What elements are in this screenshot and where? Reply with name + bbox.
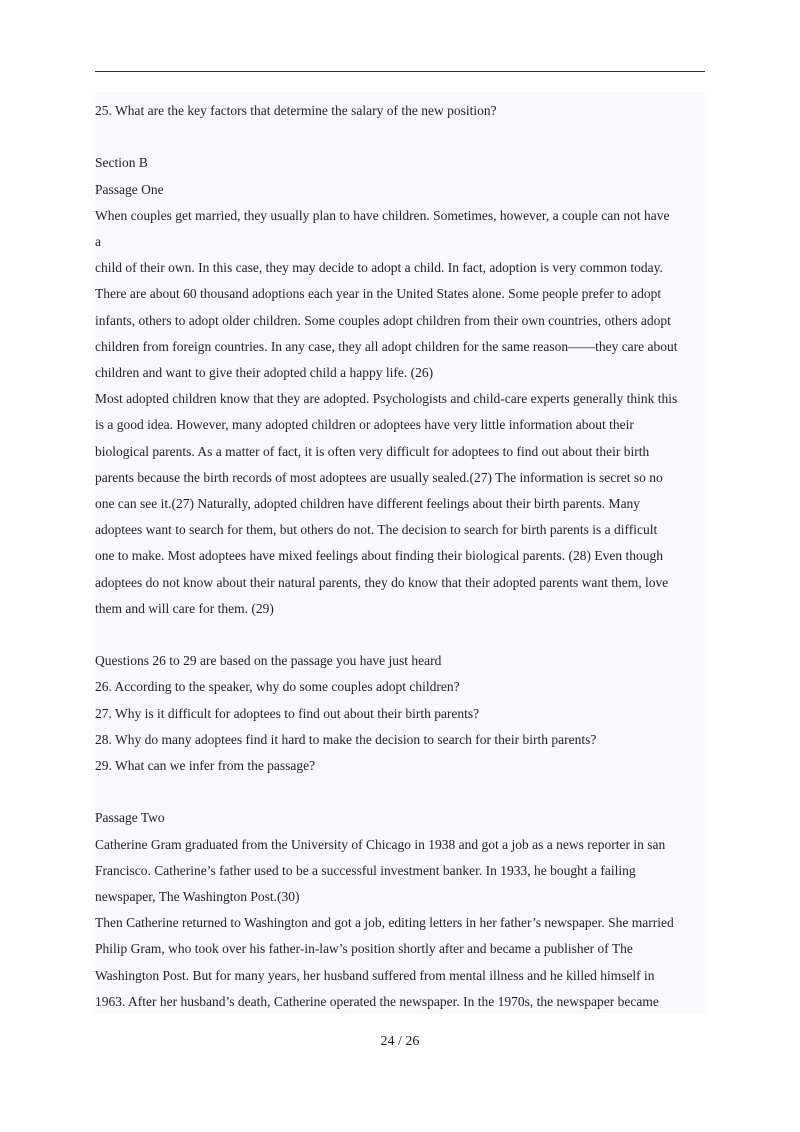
document-body — [95, 92, 705, 1013]
header-rule — [95, 71, 705, 72]
text-line: one can see it.(27) Naturally, adopted children have different feelings about their birth parents. Many — [95, 496, 641, 511]
text-line: infants, others to adopt older children. Some couples adopt children from their own countries, others adopt — [95, 312, 671, 328]
text-line: Section B — [95, 155, 148, 171]
text-line: Passage Two — [95, 810, 165, 826]
text-line: biological parents. As a matter of fact, it is often very difficult for adoptees to find out about their birth — [95, 443, 650, 459]
text-line: 26. According to the speaker, why do some couples adopt children? — [95, 679, 460, 695]
text-line: children and want to give their adopted child a happy life. (26) — [95, 365, 434, 380]
page-number: 24 / 26 — [380, 1034, 420, 1049]
text-line: Passage One — [95, 181, 164, 197]
text-line: There are about 60 thousand adoptions each year in the United States alone. Some people prefer to adopt — [95, 286, 662, 302]
text-line: children from foreign countries. In any case, they all adopt children for the same reason——they care about — [95, 338, 678, 354]
text-line: 27. Why is it difficult for adoptees to find out about their birth parents? — [95, 705, 480, 721]
text-line: 25. What are the key factors that determine the salary of the new position? — [95, 103, 497, 118]
text-line: Questions 26 to 29 are based on the passage you have just heard — [95, 653, 442, 669]
text-line: Most adopted children know that they are adopted. Psychologists and child-care experts generally think this — [95, 391, 678, 407]
text-line: Philip Gram, who took over his father-in-law’s position shortly after and became a publisher of The — [95, 941, 633, 957]
text-line: 1963. After her husband’s death, Catherine operated the newspaper. In the 1970s, the newspaper became — [95, 993, 659, 1009]
text-line: adoptees do not know about their natural parents, they do know that their adopted parents want them, love — [95, 574, 669, 590]
text-line: newspaper, The Washington Post.(30) — [95, 889, 300, 904]
text-line: parents because the birth records of most adoptees are usually sealed.(27) The information is secret so no — [95, 469, 663, 485]
text-line: 29. What can we infer from the passage? — [95, 758, 316, 773]
text-line: 28. Why do many adoptees find it hard to make the decision to search for their birth parents? — [95, 731, 597, 747]
text-line: them and will care for them. (29) — [95, 600, 274, 616]
text-line: When couples get married, they usually plan to have children. Sometimes, however, a couple can not have — [95, 207, 670, 223]
text-line: Francisco. Catherine’s father used to be a successful investment banker. In 1933, he bought a failing — [95, 862, 636, 878]
text-line: Then Catherine returned to Washington and got a job, editing letters in her father’s newspaper. She married — [95, 915, 674, 931]
text-line: Washington Post. But for many years, her husband suffered from mental illness and he killed himself in — [95, 967, 655, 983]
text-line: Catherine Gram graduated from the University of Chicago in 1938 and got a job as a news reporter in san — [95, 836, 666, 852]
text-line: child of their own. In this case, they may decide to adopt a child. In fact, adoption is very common today. — [95, 260, 663, 276]
text-line: is a good idea. However, many adopted children or adoptees have very little information about their — [95, 417, 634, 433]
text-line: one to make. Most adoptees have mixed feelings about finding their biological parents. (28) Even though — [95, 548, 663, 564]
text-line: a — [95, 234, 101, 249]
text-line: adoptees want to search for them, but others do not. The decision to search for birth parents is a difficult — [95, 522, 658, 538]
